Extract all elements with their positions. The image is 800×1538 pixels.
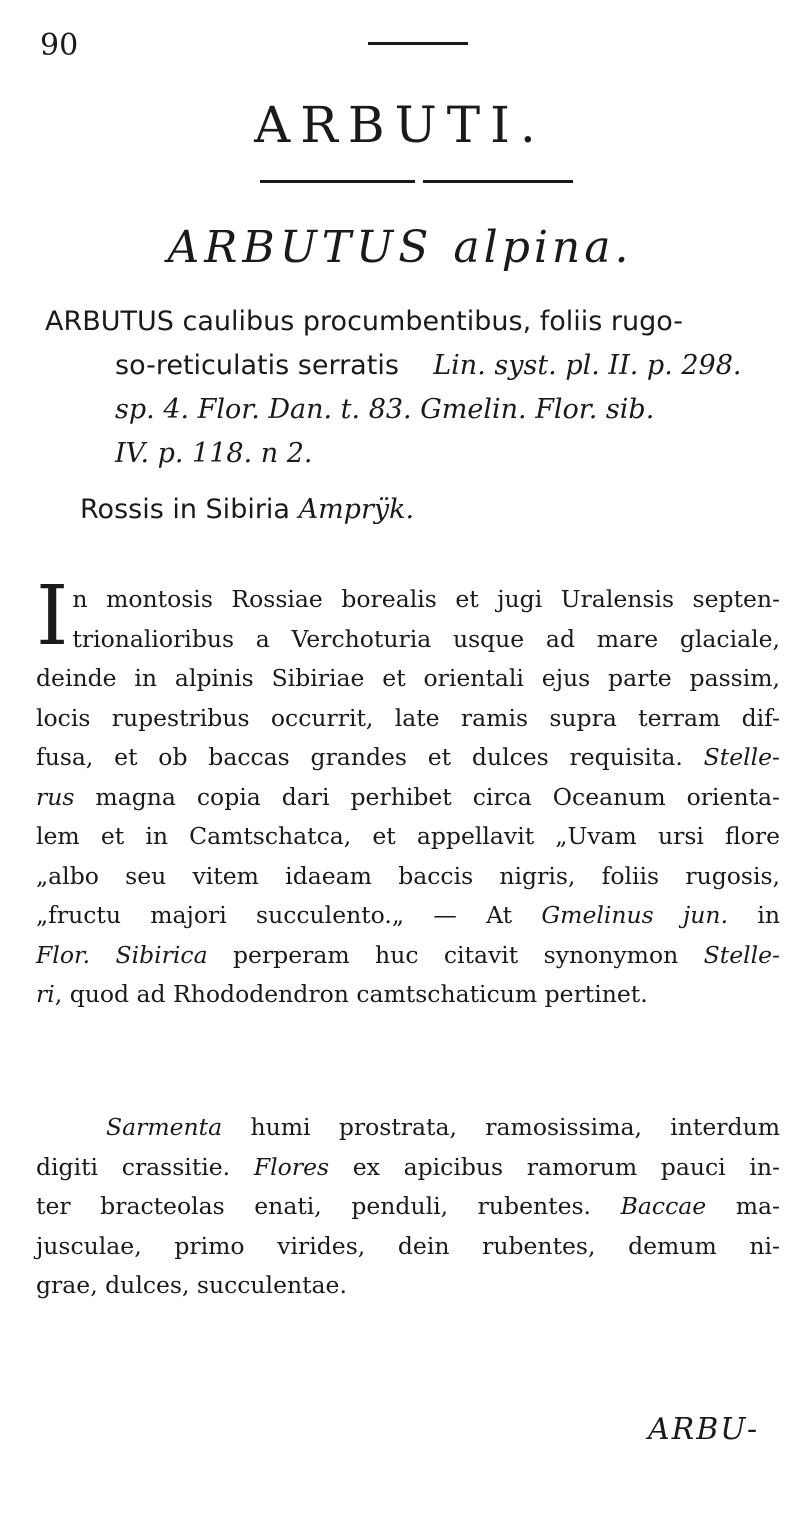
paragraph-description xyxy=(36,1108,780,1306)
paragraph-line xyxy=(36,896,780,936)
paragraph-italic: Stelle- xyxy=(703,940,780,969)
paragraph-italic: Flores xyxy=(253,1152,330,1181)
paragraph-text: fusa, et ob baccas grandes et dulces requisita. xyxy=(36,743,683,771)
diagnosis xyxy=(45,300,765,476)
diagnosis-reference: IV. p. 118. n 2. xyxy=(115,438,313,469)
diagnosis-reference: sp. 4. Flor. Dan. t. 83. Gmelin. Flor. sib. xyxy=(115,394,655,425)
paragraph-italic: Sarmenta xyxy=(106,1113,223,1141)
paragraph-line xyxy=(36,936,780,976)
diagnosis-text: so-reticulatis serratis xyxy=(115,350,399,381)
paragraph-italic: rus xyxy=(36,782,75,811)
paragraph-text: humi prostrata, ramosissima, interdum xyxy=(250,1113,780,1141)
paragraph-line: trionalioribus a Verchoturia usque ad mare glaciale, xyxy=(72,624,780,653)
title-rule-left xyxy=(260,180,415,183)
paragraph-line: „albo seu vitem idaeam baccis nigris, foliis rugosis, xyxy=(36,861,780,890)
paragraph-text: ter bracteolas enati, penduli, rubentes. xyxy=(36,1192,592,1220)
paragraph-text: „fructu majori succulento.„ — At xyxy=(36,901,513,929)
section-title: ARBUTI. xyxy=(254,96,546,154)
paragraph-line xyxy=(36,738,780,778)
header-rule xyxy=(368,42,468,45)
paragraph-italic: Flor. Sibirica xyxy=(36,940,208,969)
paragraph-text: in xyxy=(757,901,780,929)
paragraph-line xyxy=(36,975,780,1015)
paragraph-italic: ri xyxy=(36,980,55,1008)
drop-cap: I xyxy=(36,569,69,664)
paragraph-text: ex apicibus ramorum pauci in- xyxy=(352,1152,780,1181)
paragraph-line xyxy=(36,1148,780,1188)
paragraph-text: ma- xyxy=(735,1192,780,1220)
title-rule-right xyxy=(423,180,573,183)
paragraph-italic: Stelle- xyxy=(703,743,780,771)
paragraph-line: lem et in Camtschatca, et appellavit „Uvam ursi flore xyxy=(36,822,780,850)
paragraph-italic: Gmelinus jun. xyxy=(541,901,729,929)
vernacular-name: Amprÿk. xyxy=(298,494,415,525)
paragraph-text: perperam huc citavit synonymon xyxy=(233,940,679,969)
diagnosis-reference: Lin. syst. pl. II. p. 298. xyxy=(433,350,742,381)
species-genus: ARBUTUS xyxy=(167,222,434,273)
paragraph-line xyxy=(36,1187,780,1227)
paragraph-line: locis rupestribus occurrit, late ramis supra terram dif- xyxy=(36,703,780,732)
paragraph-text: , quod ad Rhododendron camtschaticum pertinet. xyxy=(54,980,648,1008)
diagnosis-line xyxy=(45,344,765,388)
paragraph-line xyxy=(36,778,780,818)
species-title xyxy=(0,222,800,273)
paragraph-line xyxy=(36,1108,780,1148)
paragraph-line: deinde in alpinis Sibiriae et orientali ejus parte passim, xyxy=(36,664,780,692)
paragraph-habitat xyxy=(36,569,780,1015)
common-name-text: Rossis in Sibiria xyxy=(80,494,290,525)
paragraph-line: jusculae, primo virides, dein rubentes, demum ni- xyxy=(36,1231,780,1260)
paragraph-text: magna copia dari perhibet circa Oceanum orienta- xyxy=(95,782,780,811)
paragraph-line: grae, dulces, succulentae. xyxy=(36,1271,347,1299)
paragraph-line: n montosis Rossiae borealis et jugi Uralensis septen- xyxy=(72,585,780,613)
diagnosis-line: ARBUTUS caulibus procumbentibus, foliis rugo- xyxy=(45,306,684,337)
catchword: ARBU- xyxy=(648,1412,760,1447)
page-number: 90 xyxy=(40,28,79,63)
common-name xyxy=(80,494,414,525)
species-epithet: alpina. xyxy=(453,222,633,273)
paragraph-italic: Baccae xyxy=(620,1192,707,1220)
paragraph-text: digiti crassitie. xyxy=(36,1152,231,1181)
